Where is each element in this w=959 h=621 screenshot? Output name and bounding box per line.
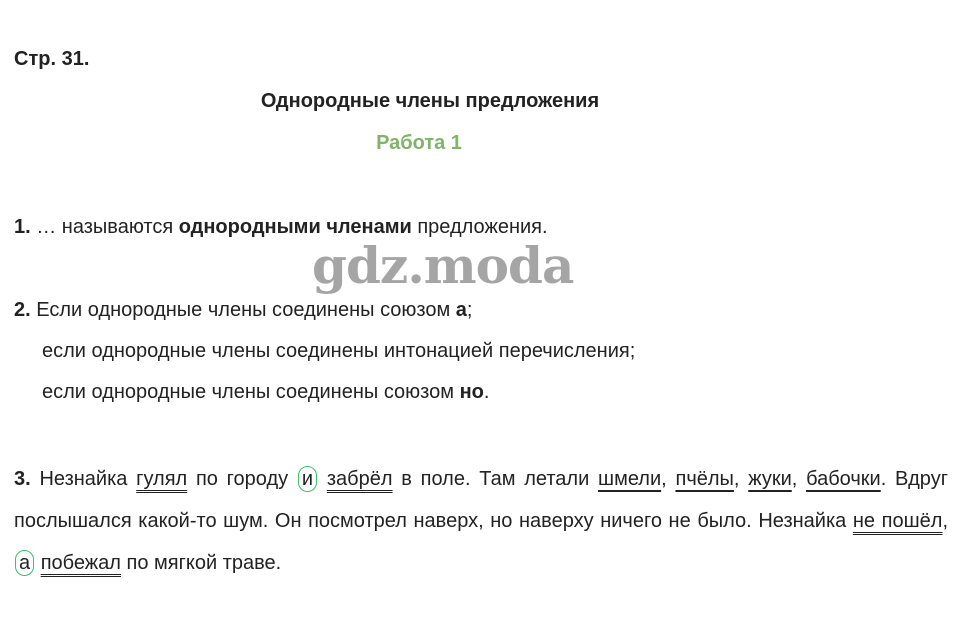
task-2-line-1-end: ;: [466, 299, 473, 321]
task-2-line-3-bold: но: [459, 381, 484, 403]
circled-conjunction: и: [298, 466, 317, 492]
predicate-word: забрёл: [326, 468, 393, 490]
predicate-word: не пошёл: [852, 510, 943, 532]
task-3-text: ,: [791, 468, 807, 490]
task-1-text: … называются: [36, 216, 179, 238]
task-3-paragraph: [14, 458, 948, 584]
task-2-line-1-text: Если однородные члены соединены союзом: [30, 299, 456, 321]
task-3-text: . Вдруг послышался какой-то шум. Он посмотрел наверх, но наверху ничего не было. Незнайка: [14, 468, 949, 532]
task-1-bold: однородными членами: [178, 216, 412, 238]
task-3-text: ,: [733, 468, 749, 490]
task-2-line-3-end: .: [483, 381, 490, 403]
task-1-text-end: предложения.: [411, 216, 548, 238]
task-2-line-3-text: если однородные члены соединены союзом: [42, 381, 460, 403]
work-subtitle: Работа 1: [376, 132, 462, 154]
task-2-line-1: [14, 299, 472, 322]
circled-conjunction: а: [15, 550, 34, 576]
task-3-number: 3.: [14, 468, 31, 490]
subject-word: жуки: [748, 468, 792, 490]
watermark-logo: gdz.moda: [312, 236, 574, 295]
task-2-number: 2.: [14, 299, 31, 321]
task-3-text: [318, 468, 327, 490]
subject-word: бабочки: [806, 468, 881, 490]
task-3-text: по мягкой траве.: [120, 552, 282, 574]
predicate-word: побежал: [40, 552, 121, 574]
task-3-text: ,: [661, 468, 676, 490]
subject-word: пчёлы: [675, 468, 734, 490]
subject-word: шмели: [598, 468, 662, 490]
task-2-line-3: [42, 381, 489, 404]
page-number: Стр. 31.: [14, 48, 90, 70]
task-2-line-2: если однородные члены соединены интонацией перечисления;: [42, 340, 636, 362]
section-title: Однородные члены предложения: [260, 90, 600, 112]
task-1-number: 1.: [14, 216, 31, 238]
task-3-text: по городу: [187, 468, 297, 490]
task-3-text: ,: [942, 510, 948, 532]
task-3-text: в поле. Там летали: [392, 468, 599, 490]
task-3-text: Незнайка: [30, 468, 137, 490]
predicate-word: гулял: [136, 468, 188, 490]
task-2-line-1-bold: а: [455, 299, 467, 321]
